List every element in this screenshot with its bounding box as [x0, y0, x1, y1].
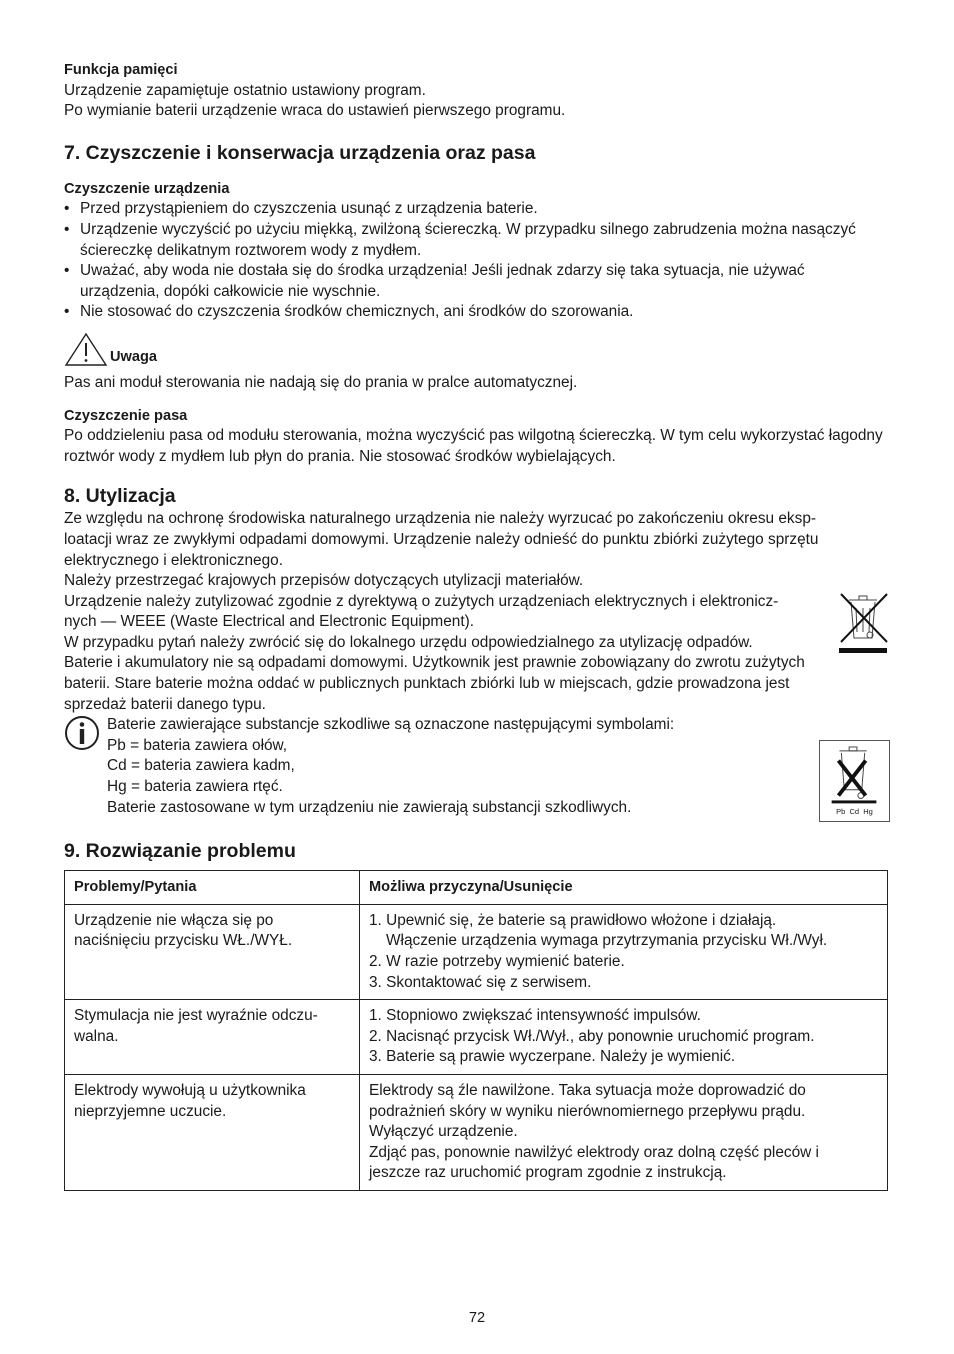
solution-line: Włączenie urządzenia wymaga przytrzymania przycisku Wł./Wył.	[386, 932, 828, 950]
solution-line: 1. Stopniowo zwiększać intensywność impulsów.	[369, 1007, 701, 1025]
section-9-title: 9. Rozwiązanie problemu	[64, 840, 296, 863]
cleaning-bullet: • Nie stosować do czyszczenia środków chemicznych, ani środków do szorowania.	[64, 302, 890, 323]
battery-info-line: Baterie zastosowane w tym urządzeniu nie zawierają substancji szkodliwych.	[107, 798, 632, 816]
solution-line: 1. Upewnić się, że baterie są prawidłowo włożone i działają.	[369, 911, 777, 929]
problem-cell	[65, 1074, 360, 1190]
disposal-line: sprzedaż baterii danego typu.	[64, 695, 266, 713]
solution-line: Wyłączyć urządzenie.	[369, 1123, 518, 1141]
problem-cell	[65, 904, 360, 999]
section-7-title: 7. Czyszczenie i konserwacja urządzenia oraz pasa	[64, 141, 536, 164]
document-page	[64, 60, 890, 1191]
page-number: 72	[468, 1310, 486, 1326]
disposal-line: nych — WEEE (Waste Electrical and Electronic Equipment).	[64, 613, 474, 631]
disposal-line: loatacji wraz ze zwykłymi odpadami domowymi. Urządzenie należy odnieść do punktu zbiórki zużytego sprzętu	[64, 530, 819, 548]
battery-info-text	[107, 715, 674, 818]
disposal-line: Należy przestrzegać krajowych przepisów dotyczących utylizacji materiałów.	[64, 572, 584, 590]
battery-info-line: Cd = bateria zawiera kadm,	[107, 757, 295, 775]
warning-header	[64, 332, 890, 366]
problem-line: Stymulacja nie jest wyraźnie odczu-	[74, 1007, 318, 1025]
problem-line: Elektrody wywołują u użytkownika	[74, 1081, 306, 1099]
belt-cleaning-heading: Czyszczenie pasa	[64, 407, 188, 424]
problem-cell	[65, 1000, 360, 1075]
problem-line: nieprzyjemne uczucie.	[74, 1102, 227, 1120]
disposal-line: Ze względu na ochronę środowiska naturalnego urządzenia nie należy wyrzucać po zakończeniu okresu eksp-	[64, 510, 816, 528]
memory-heading: Funkcja pamięci	[64, 62, 178, 78]
problem-line: walna.	[74, 1027, 119, 1045]
device-cleaning-heading: Czyszczenie urządzenia	[64, 180, 230, 197]
solution-cell	[360, 1000, 888, 1075]
table-header-solution: Możliwa przyczyna/Usunięcie	[360, 871, 888, 905]
solution-line: jeszcze raz uruchomić program zgodnie z instrukcją.	[369, 1164, 727, 1182]
info-icon	[64, 715, 104, 751]
battery-bin-symbol	[819, 740, 890, 822]
solution-line: 3. Baterie są prawie wyczerpane. Należy je wymienić.	[369, 1048, 736, 1066]
memory-line: Urządzenie zapamiętuje ostatnio ustawiony program.	[64, 81, 426, 99]
solution-cell	[360, 1074, 888, 1190]
solution-line: 2. W razie potrzeby wymienić baterie.	[369, 953, 625, 970]
weee-crossed-bin-icon	[835, 588, 891, 656]
battery-symbol-labels: Pb Cd Hg	[836, 807, 873, 816]
cleaning-bullet: • Przed przystąpieniem do czyszczenia usunąć z urządzenia baterie.	[64, 199, 890, 220]
disposal-line: elektrycznego i elektronicznego.	[64, 551, 284, 569]
disposal-line: Urządzenie należy zutylizować zgodnie z dyrektywą o zużytych urządzeniach elektrycznych i elektronicz-	[64, 592, 779, 610]
solution-line: 3. Skontaktować się z serwisem.	[369, 973, 592, 991]
table-header-problem: Problemy/Pytania	[65, 871, 360, 905]
table-row	[65, 1074, 888, 1190]
warning-triangle-icon	[64, 332, 108, 366]
warning-label: Uwaga	[110, 349, 158, 366]
battery-info-line: Pb = bateria zawiera ołów,	[107, 736, 288, 754]
section-8-title: 8. Utylizacja	[64, 485, 176, 508]
solution-cell	[360, 904, 888, 999]
battery-info-line: Baterie zawierające substancje szkodliwe są oznaczone następującymi symbolami:	[107, 716, 675, 734]
problem-line: Urządzenie nie włącza się po	[74, 911, 274, 929]
battery-info-line: Hg = bateria zawiera rtęć.	[107, 778, 283, 796]
cleaning-bullet: • Urządzenie wyczyścić po użyciu miękką, zwilżoną ściereczką. W przypadku silnego zabrudzenia można nasączyć ściereczkę delikatnym roztworem wody z mydłem.	[64, 220, 890, 261]
solution-line: 2. Nacisnąć przycisk Wł./Wył., aby ponownie uruchomić program.	[369, 1027, 815, 1045]
solution-line: podrażnień skóry w wyniku nierównomiernego przepływu prądu.	[369, 1102, 806, 1120]
warning-text: Pas ani moduł sterowania nie nadają się do prania w pralce automatycznej.	[64, 373, 578, 391]
cleaning-bullet: • Uważać, aby woda nie dostała się do środka urządzenia! Jeśli jednak zdarzy się taka sytuacja, nie używać urządzenia, dopóki całkowicie nie wyschnie.	[64, 261, 890, 302]
cleaning-bullets	[64, 199, 890, 323]
table-row	[65, 1000, 888, 1075]
troubleshooting-table	[64, 870, 888, 1191]
disposal-line: W przypadku pytań należy zwrócić się do lokalnego urzędu odpowiedzialnego za utylizację odpadów.	[64, 633, 753, 651]
table-row	[65, 904, 888, 999]
solution-line: Elektrody są źle nawilżone. Taka sytuacja może doprowadzić do	[369, 1081, 806, 1099]
memory-line: Po wymianie baterii urządzenie wraca do ustawień pierwszego programu.	[64, 102, 566, 120]
disposal-line: Baterie i akumulatory nie są odpadami domowymi. Użytkownik jest prawnie zobowiązany do zwrotu zużytych	[64, 654, 805, 672]
battery-info	[64, 715, 890, 818]
disposal-line: baterii. Stare baterie można oddać w publicznych punktach zbiórki lub w miejscach, gdzie prowadzona jest	[64, 675, 790, 693]
solution-line: Zdjąć pas, ponownie nawilżyć elektrody oraz dolną część pleców i	[369, 1143, 819, 1161]
problem-line: naciśnięciu przycisku WŁ./WYŁ.	[74, 932, 293, 950]
table-header-row	[65, 871, 888, 905]
belt-cleaning-text: Po oddzieleniu pasa od modułu sterowania, można wyczyścić pas wilgotną ściereczką. W tym celu wykorzystać łagodny roztwór wody z mydłem lub płyn do prania. Nie stosować środków wybielających.	[64, 427, 883, 465]
